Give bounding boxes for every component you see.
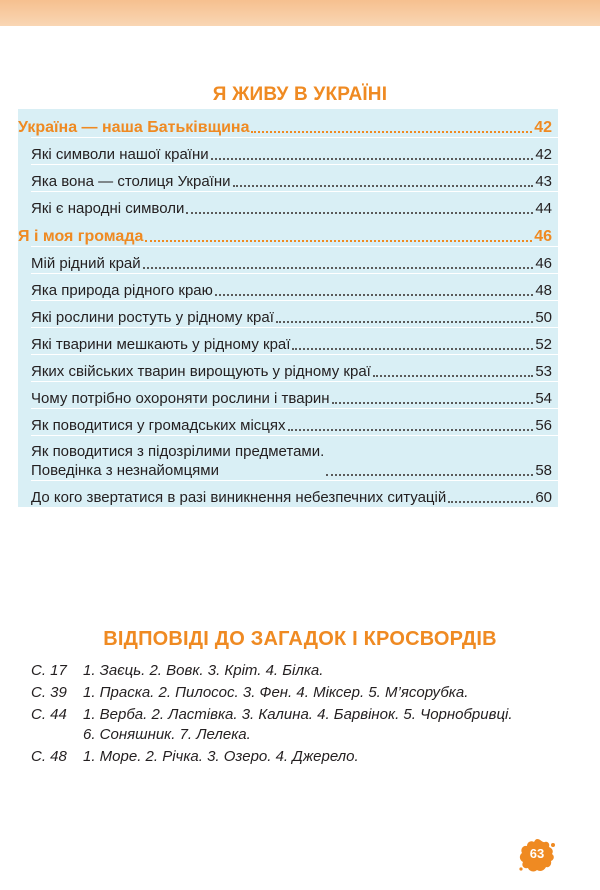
toc-item-line-2: Поведінка з незнайомцями	[31, 462, 219, 479]
toc-item-page: 50	[535, 309, 552, 326]
toc-item-text: Чому потрібно охороняти рослини і тварин	[31, 390, 330, 407]
answer-row	[31, 747, 571, 767]
toc-item[interactable]	[31, 300, 558, 327]
dot-leader	[292, 348, 533, 350]
answers-list	[31, 661, 571, 769]
toc-item-page: 43	[535, 173, 552, 190]
dot-leader	[233, 185, 534, 187]
answer-page-ref: С. 17	[31, 662, 67, 679]
dot-leader	[288, 429, 534, 431]
answer-page-ref: С. 44	[31, 706, 67, 723]
toc-item-text: Яка вона — столиця України	[31, 173, 231, 190]
toc-item[interactable]	[31, 164, 558, 191]
toc-item-page: 58	[535, 462, 552, 479]
toc-item-text: До кого звертатися в разі виникнення небезпечних ситуацій	[31, 489, 447, 506]
dot-leader	[145, 240, 532, 242]
toc-item-page: 53	[535, 363, 552, 380]
dot-leader	[186, 212, 533, 214]
toc-item-line-1: Як поводитися з підозрілими предметами.	[31, 443, 325, 460]
toc-item[interactable]	[31, 273, 558, 300]
answer-line-2: 6. Соняшник. 7. Лелека.	[83, 726, 251, 743]
toc-item-text: Мій рідний край	[31, 255, 141, 272]
page-number-badge	[518, 836, 556, 874]
toc-item[interactable]	[31, 246, 558, 273]
dot-leader	[326, 474, 533, 476]
answer-row	[31, 683, 571, 703]
toc-item-text: Яка природа рідного краю	[31, 282, 213, 299]
dot-leader	[211, 158, 534, 160]
toc-heading-page: 42	[534, 119, 552, 136]
answer-page-ref: С. 39	[31, 684, 67, 701]
dot-leader	[215, 294, 533, 296]
answer-text	[83, 705, 571, 745]
section-title-answers: ВІДПОВІДІ ДО ЗАГАДОК І КРОСВОРДІВ	[103, 628, 497, 650]
table-of-contents	[18, 109, 558, 507]
dot-leader	[332, 402, 534, 404]
toc-heading-page: 46	[534, 228, 552, 245]
toc-item[interactable]	[31, 191, 558, 218]
toc-heading-community[interactable]	[18, 218, 558, 246]
toc-item-text: Які символи нашої країни	[31, 146, 209, 163]
page-number: 63	[529, 846, 545, 861]
toc-item[interactable]	[31, 408, 558, 435]
toc-item-text: Як поводитися у громадських місцях	[31, 417, 286, 434]
answer-text: 1. Море. 2. Річка. 3. Озеро. 4. Джерело.	[83, 748, 359, 765]
toc-item-page: 52	[535, 336, 552, 353]
answer-row	[31, 661, 571, 681]
dot-leader	[448, 501, 533, 503]
toc-item-text: Які тварини мешкають у рідному краї	[31, 336, 291, 353]
answer-page-ref: С. 48	[31, 748, 67, 765]
dot-leader	[373, 375, 533, 377]
toc-item[interactable]	[31, 480, 558, 507]
top-header-band	[0, 0, 600, 26]
toc-item-text	[31, 442, 324, 480]
toc-item-text: Яких свійських тварин вирощують у рідному краї	[31, 363, 371, 380]
toc-item-page: 42	[535, 146, 552, 163]
toc-heading-text: Україна — наша Батьківщина	[18, 119, 250, 136]
toc-item-page: 60	[535, 489, 552, 506]
toc-heading-text: Я і моя громада	[18, 228, 144, 245]
toc-item[interactable]	[31, 435, 558, 480]
toc-item-page: 54	[535, 390, 552, 407]
toc-item[interactable]	[31, 137, 558, 164]
answer-line-1: 1. Верба. 2. Ластівка. 3. Калина. 4. Барвінок. 5. Чорнобривці.	[83, 706, 513, 723]
toc-item[interactable]	[31, 381, 558, 408]
toc-item-text: Які є народні символи	[31, 200, 185, 217]
answer-text: 1. Праска. 2. Пилосос. 3. Фен. 4. Міксер. 5. М’ясорубка.	[83, 684, 469, 701]
dot-leader	[143, 267, 534, 269]
dot-leader	[276, 321, 533, 323]
section-title-ukraine: Я ЖИВУ В УКРАЇНІ	[212, 84, 388, 105]
toc-item-text: Які рослини ростуть у рідному краї	[31, 309, 274, 326]
toc-item[interactable]	[31, 327, 558, 354]
answer-text: 1. Заєць. 2. Вовк. 3. Кріт. 4. Білка.	[83, 662, 324, 679]
answer-row	[31, 705, 571, 745]
toc-item-page: 46	[535, 255, 552, 272]
toc-item-page: 56	[535, 417, 552, 434]
toc-heading-ukraine[interactable]	[18, 109, 558, 137]
toc-item[interactable]	[31, 354, 558, 381]
dot-leader	[251, 131, 532, 133]
toc-item-page: 48	[535, 282, 552, 299]
toc-item-page: 44	[535, 200, 552, 217]
